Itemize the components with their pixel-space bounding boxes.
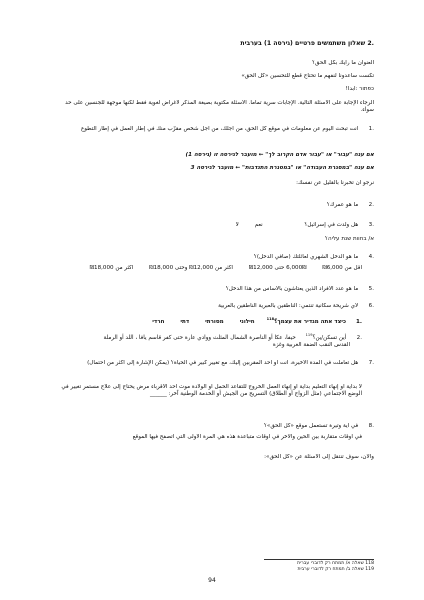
question-7 <box>50 360 374 367</box>
footnote-ref-118: 118 <box>266 317 275 321</box>
option-traditional: מסורתי <box>205 318 224 325</box>
question-1 <box>50 126 374 133</box>
question-8 <box>50 423 374 430</box>
question-4-options <box>50 265 362 272</box>
question-6-sub-2-text: أين تسكن/ين؟ <box>312 334 347 341</box>
footnote-119-number: 119 <box>365 567 374 572</box>
option-secular: חילוני <box>239 318 255 325</box>
question-7-text: هل تعاملت في المدة الأخيرة، أنت أو أحد المقربين إليك، مع تغيير كبير في الحياة؟ (يمكن الإشارة إلى أكثر من احتمال) <box>87 360 359 366</box>
question-3-number: .3 <box>368 222 374 228</box>
question-4 <box>50 254 374 261</box>
question-6-sub-1-number: .1 <box>355 318 362 325</box>
option-haredi: חרדי <box>152 318 165 325</box>
routing-line-1: אם ענה "עבור" או "עבור אדם הקרוב לך" ← מועבר לגירסה זו (גירסה 1) <box>185 152 374 158</box>
question-5-text: ما هو عدد الأفراد الذين يعتاشون بالأساس من هذا الدخل؟ <box>225 286 359 292</box>
question-4-option-1: أقل من 6,000₪ <box>322 265 362 271</box>
question-7-number: .7 <box>368 360 374 366</box>
option-religious: דתי <box>180 318 190 325</box>
question-8-number: .8 <box>368 423 374 429</box>
footnote-118-number: 118 <box>365 561 374 566</box>
section-title: שאלון משתמשים פרטיים (גירסה 1) בערבית <box>240 40 366 47</box>
footnote-119-text: שאלה ב/ תמתח רק לדוברי ערבית <box>297 567 364 572</box>
question-2 <box>50 202 374 209</box>
question-5-number: .5 <box>368 286 374 292</box>
question-4-number: .4 <box>368 254 374 260</box>
footnote-separator <box>264 559 374 560</box>
question-8-options: في أوقات متقاربة بين الحين والآخر في أوقات متباعدة هذه هي المرة الأولى التي أتصفح فيها الموقع <box>132 434 362 440</box>
question-7-options: لا بداية أو إنهاء التعليم بداية أو إنهاء العمل الخروج للتقاعد الحمل أو الولادة موت أحد الأقرباء مرض يحتاج إلى علاج مستمر تغيير في الوضع الاجتماعي (مثل الزواج أو الطلاق) التسريح من الجيش أو الخدمة الوطنية آخر: ______ <box>61 384 362 397</box>
heading-line-title: العنوان ما رأيك بكل الحق؟ <box>312 60 374 66</box>
question-6-number: .6 <box>368 303 374 309</box>
question-6 <box>50 303 374 310</box>
question-6-sub-2 <box>50 332 362 342</box>
question-3-option-no: لا <box>235 222 239 228</box>
page-number: 94 <box>208 577 216 584</box>
question-8-text: في أية وتيرة تستعمل موقع «كل الحق»؟ <box>263 423 359 429</box>
question-1-number: .1 <box>368 126 374 132</box>
section-heading <box>50 40 374 47</box>
question-2-text: ما هو عمرك؟ <box>326 202 359 208</box>
question-2-number: .2 <box>368 202 374 208</box>
question-6-sub-2-options-line-1: حيفا، عكا أو الناصرة الشمال المثلث ووادي عارة حتى كفر قاسم يافا ، اللد أو الرملة <box>103 334 296 341</box>
question-4-option-2: 6,000₪ حتى 12,000₪ <box>248 265 307 271</box>
footnote-ref-119: 119 <box>305 333 313 337</box>
question-4-option-3: أكثر من 12,000₪ وحتى 18,000₪ <box>149 265 233 271</box>
question-6-sub-1-text: כיצד אתה מגדיר את עצמך؟ <box>274 318 347 325</box>
footnote-119 <box>297 567 374 573</box>
self-prompt: نرجو أن تخبرنا بالقليل عن نفسك: <box>296 180 374 186</box>
section-number: .2 <box>367 40 374 47</box>
question-6-sub-2-options-line-2: القدس النقب الضفة الغربية وغزة <box>272 342 350 348</box>
footnote-118-text: שאלה א/ תמתח רק לדוברי עברית <box>297 561 364 566</box>
question-3-option-yes: نعم <box>254 222 263 228</box>
question-6-sub-1 <box>50 316 362 326</box>
heading-line-button: כפתור :ابدأ! <box>345 86 374 92</box>
question-3-text: هل ولدت في إسرائيل؟ <box>304 222 359 228</box>
question-6-sub-2-number: .2 <box>356 334 362 341</box>
question-6-text: لأي شريحة سكانية تنتمي: الناطقين بالعبرية الناطقين بالعربية <box>218 303 359 309</box>
question-5 <box>50 286 374 293</box>
closing-text: والآن، سوف تنتقل إلى الأسئلة عن «كل الحق»: <box>264 454 374 460</box>
question-4-text: ما هو الدخل الشهري لعائلتك (صافي الدخل)؟ <box>253 254 359 260</box>
intro-paragraph: الرجاء الإجابة على الأسئلة التالية. الإجابات سرية تماما. الأسئلة مكتوبة بصيغة المذكر لأغراض لغوية فقط لكنها موجهة للجنسين على حد سواء. <box>65 100 374 113</box>
question-3 <box>50 222 374 229</box>
question-3-note: א/ בחוות שנת עליה؟ <box>324 236 374 242</box>
routing-line-2: אם ענה "במסגרת העבודה" או "במסגרת התנדבות" ← מועבר לגירסה 3 <box>190 165 374 171</box>
heading-line-text: تكست ساعدونا لنفهم ما تحتاج قطع للتحسين «كل الحق» <box>241 73 374 79</box>
question-1-text: أنت تبحث اليوم عن معلومات في موقع كل الحق، من أجلك، من أجل شخص مقرّب منك في إطار العمل في إطار التطوع <box>80 126 359 132</box>
question-4-option-4: أكثر من 18,000₪ <box>89 265 134 271</box>
